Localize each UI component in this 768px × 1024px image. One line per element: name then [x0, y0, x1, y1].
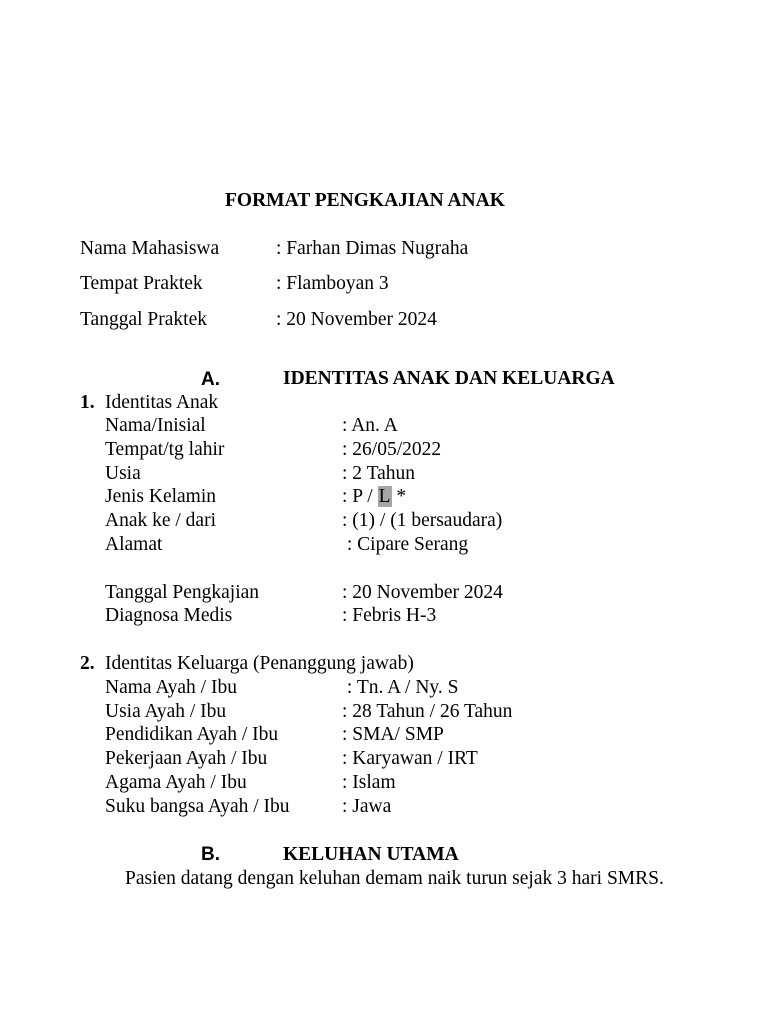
- section-b-text: Pasien datang dengan keluhan demam naik turun sejak 3 hari SMRS.: [125, 868, 664, 889]
- label-usia-ayah-ibu: Usia Ayah / Ibu: [105, 701, 227, 722]
- value-tanggal-pengkajian: : 20 November 2024: [342, 582, 503, 603]
- value-agama-ayah-ibu: : Islam: [342, 772, 396, 793]
- value-suku-bangsa-ayah-ibu: : Jawa: [342, 796, 392, 817]
- label-agama-ayah-ibu: Agama Ayah / Ibu: [105, 772, 247, 793]
- value-tanggal-praktek: : 20 November 2024: [276, 309, 437, 330]
- section-b-title: KELUHAN UTAMA: [283, 844, 459, 865]
- label-jenis-kelamin: Jenis Kelamin: [105, 486, 217, 507]
- value-usia: : 2 Tahun: [342, 463, 416, 484]
- label-tempat-praktek: Tempat Praktek: [80, 273, 203, 294]
- item-2-heading: Identitas Keluarga (Penanggung jawab): [105, 653, 414, 674]
- label-diagnosa-medis: Diagnosa Medis: [105, 605, 233, 626]
- label-anak-ke: Anak ke / dari: [105, 510, 217, 531]
- label-suku-bangsa-ayah-ibu: Suku bangsa Ayah / Ibu: [105, 796, 290, 817]
- value-pekerjaan-ayah-ibu: : Karyawan / IRT: [342, 748, 478, 769]
- item-2-number: 2.: [80, 653, 95, 674]
- document-title: FORMAT PENGKAJIAN ANAK: [225, 190, 505, 211]
- label-nama-ayah-ibu: Nama Ayah / Ibu: [105, 677, 237, 698]
- value-jenis-kelamin: : P / L *: [342, 486, 407, 507]
- value-nama-mahasiswa: : Farhan Dimas Nugraha: [276, 238, 469, 259]
- label-pendidikan-ayah-ibu: Pendidikan Ayah / Ibu: [105, 724, 279, 745]
- value-diagnosa-medis: : Febris H-3: [342, 605, 437, 626]
- label-nama-mahasiswa: Nama Mahasiswa: [80, 238, 220, 259]
- label-tanggal-praktek: Tanggal Praktek: [80, 309, 207, 330]
- item-1-number: 1.: [80, 392, 95, 413]
- value-alamat: : Cipare Serang: [342, 534, 469, 555]
- label-usia: Usia: [105, 463, 141, 484]
- section-a-letter: A.: [201, 369, 220, 390]
- label-pekerjaan-ayah-ibu: Pekerjaan Ayah / Ibu: [105, 748, 268, 769]
- value-anak-ke: : (1) / (1 bersaudara): [342, 510, 503, 531]
- value-usia-ayah-ibu: : 28 Tahun / 26 Tahun: [342, 701, 513, 722]
- label-tempat-tgl-lahir: Tempat/tg lahir: [105, 439, 225, 460]
- value-nama-inisial: : An. A: [342, 415, 398, 436]
- value-pendidikan-ayah-ibu: : SMA/ SMP: [342, 724, 444, 745]
- value-tempat-tgl-lahir: : 26/05/2022: [342, 439, 442, 460]
- value-nama-ayah-ibu: : Tn. A / Ny. S: [342, 677, 459, 698]
- selected-gender-highlight: L: [378, 486, 391, 507]
- item-1-heading: Identitas Anak: [105, 392, 219, 413]
- value-tempat-praktek: : Flamboyan 3: [276, 273, 389, 294]
- section-b-letter: B.: [201, 844, 220, 865]
- label-alamat: Alamat: [105, 534, 163, 555]
- label-nama-inisial: Nama/Inisial: [105, 415, 206, 436]
- section-a-title: IDENTITAS ANAK DAN KELUARGA: [283, 368, 615, 389]
- label-tanggal-pengkajian: Tanggal Pengkajian: [105, 582, 260, 603]
